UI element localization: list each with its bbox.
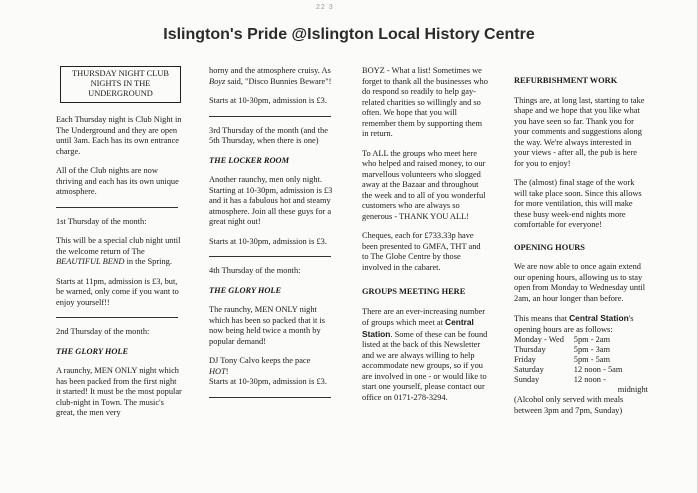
groups-paragraph: There are an ever-increasing number of groups which meet at Central Station. Some of these can be found listed at the back of this Newsletter and we are always willing to help accommodate new groups, so if you are involved in one - or would like to start one yourself, please contact our office on 0171-278-3294. [362,306,488,402]
atmosphere-paragraph: All of the Club nights are now thriving and each has its own unique atmosphere. [56,166,179,196]
second-thursday-admission: Starts at 10-30pm, admission is £3. [209,96,327,105]
groups-heading: GROUPS MEETING HERE [362,287,466,296]
page-mark: 22 3 [316,4,334,11]
boyz-name: Boyz [209,76,226,86]
section-box-title: THURSDAY NIGHT CLUB NIGHTS IN THE UNDERGROUND [60,66,181,103]
hours-row: Friday 5pm - 5am [514,355,611,364]
central-station-name: Central Station [569,313,629,323]
refurbishment-paragraph: Things are, at long last, starting to take shape and we hope that you like what you have seen so far. Thank you for your comments and suggestions along the way. We're always interested in your views - after all, the pub is here for you to enjoy! [514,95,645,168]
refurbishment-heading: REFURBISHMENT WORK [514,76,618,85]
hours-row: Saturday 12 noon - 5am [514,365,623,374]
divider [209,397,331,398]
divider [56,207,178,208]
hours-intro: This means that Central Station's opening hours are as follows: [514,313,634,334]
column-4 [514,66,648,425]
intro-paragraph: Each Thursday night is Club Night in The Underground and they are open until 3am. Each has its own entrance charge. [56,115,182,156]
second-thursday-text: A raunchy, MEN ONLY night which has been packed from the first night it started! It must be the most popular club-night in Town. The music's great, the men very [56,366,182,417]
hours-row: midnight [617,385,648,394]
third-thursday-title: THE LOCKER ROOM [209,155,290,165]
dj-text: DJ Tony Calvo keeps the pace HOT! Starts at 10-30pm, admission is £3. [209,356,327,386]
page-title: Islington's Pride @Islington Local History Centre [163,26,535,43]
glory-hole-continued: horny and the atmosphere cruisy. As Boyz said, "Disco Bunnies Beware"! [209,66,332,86]
fourth-thursday-admission: Starts at 10-30pm, admission is £3. [209,377,327,386]
thanks-businesses-paragraph: BOYZ - What a list! Sometimes we forget to thank all the businesses who do respond so readily to help gay-related charities so willingly and so often. We hope that you will remember them by supporting them in return. [362,66,488,138]
third-thursday-label: 3rd Thursday of the month (and the 5th Thursday, when there is one) [209,125,328,145]
hot-word: HOT [209,366,226,376]
hours-table [514,335,648,395]
central-station-name: Central Station [362,317,474,339]
divider [56,317,178,318]
third-thursday-text: Another raunchy, men only night. Starting at 10-30pm, admission is £3 and it has a fabulous hot and steamy atmosphere. Join all these guys for a great night out! [209,175,333,226]
fourth-thursday-label: 4th Thursday of the month: [209,266,301,275]
first-thursday-label: 1st Thursday of the month: [56,216,147,226]
alcohol-note: (Alcohol only served with meals between 3pm and 7pm, Sunday) [514,395,624,415]
column-2 [209,66,335,407]
second-thursday-title: THE GLORY HOLE [56,346,129,356]
second-thursday-label: 2nd Thursday of the month: [56,327,150,336]
hours-row: Thursday 5pm - 3am [514,345,611,354]
divider [209,116,331,117]
opening-hours-paragraph: We are now able to once again extend our opening hours, allowing us to stay open from Monday to Wednesday until 2am, an hour longer than before. [514,262,646,303]
third-thursday-admission: Starts at 10-30pm, admission is £3. [209,236,327,246]
fourth-thursday-text: The raunchy, MEN ONLY night which has been so packed that it is now being held twice a month by popular demand! [209,305,326,346]
column-3 [362,66,488,412]
first-thursday-admission: Starts at 11pm, admission is £3, but, be warned, only come if you want to enjoy yourself!! [56,276,179,307]
fourth-thursday-title: THE GLORY HOLE [209,285,282,295]
column-1 [56,66,183,428]
beautiful-bend-name: BEAUTIFUL BEND [56,257,125,266]
final-stage-paragraph: The (almost) final stage of the work will take place soon. Since this allows for more ventilation, this will make these busy week-end nights more comfortable for everyone! [514,178,642,229]
hours-row: Monday - Wed 5pm - 2am [514,335,611,344]
hours-row: Sunday 12 noon - [514,375,606,384]
cheques-paragraph: Cheques, each for £733.33p have been presented to GMFA, THT and to The Globe Centre by those involved in the cabaret. [362,231,481,272]
divider [209,256,331,257]
opening-hours-heading: OPENING HOURS [514,242,585,252]
thanks-groups-paragraph: To ALL the groups who meet here who helped and raised money, to our marvellous volunteers who slogged away at the Bazaar and throughout the week and to all of you wonderful customers who are always so generous - THANK YOU ALL! [362,148,486,221]
first-thursday-text: This will be a special club night until the welcome return of The BEAUTIFUL BEND in the Spring. [56,236,181,266]
